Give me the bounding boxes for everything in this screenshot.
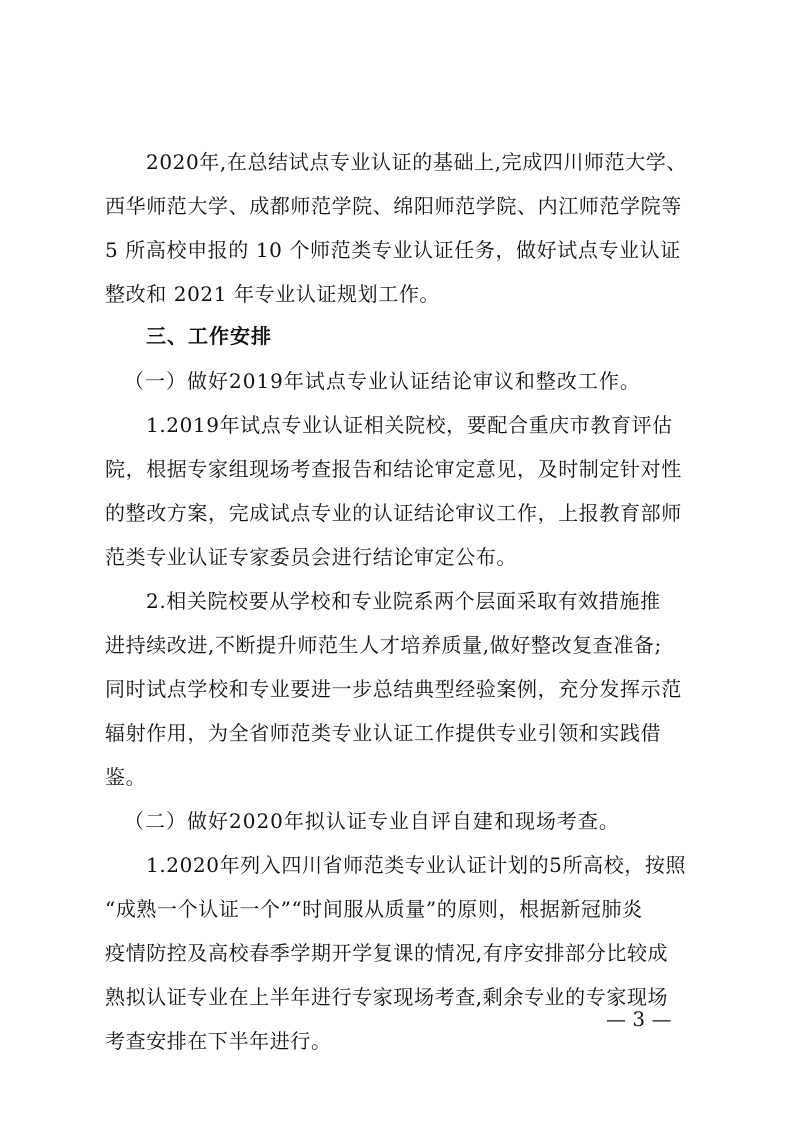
paragraph-line: 进持续改进,不断提升师范生人才培养质量,做好整改复查准备;	[105, 633, 662, 657]
page-number: — 3 —	[606, 1007, 672, 1031]
paragraph-line: 的整改方案，完成试点专业的认证结论审议工作，上报教育部师	[105, 501, 682, 525]
paragraph-line: 熟拟认证专业在上半年进行专家现场考查,剩余专业的专家现场	[105, 985, 669, 1009]
paragraph-line: 辐射作用，为全省师范类专业认证工作提供专业引领和实践借	[105, 721, 662, 745]
paragraph-line: 同时试点学校和专业要进一步总结典型经验案例，充分发挥示范	[105, 677, 682, 701]
paragraph-line: “成熟一个认证一个”“时间服从质量”的原则，根据新冠肺炎	[105, 897, 643, 921]
section-heading: 三、工作安排	[146, 324, 272, 348]
paragraph-line: 2020年,在总结试点专业认证的基础上,完成四川师范大学、	[146, 150, 688, 174]
paragraph-line: 鉴。	[105, 765, 147, 789]
subsection-heading: （二）做好2020年拟认证专业自评自建和现场考查。	[124, 809, 620, 833]
paragraph-line: 疫情防控及高校春季学期开学复课的情况,有序安排部分比较成	[105, 941, 669, 965]
subsection-heading: （一）做好2019年试点专业认证结论审议和整改工作。	[124, 369, 641, 393]
paragraph-line: 5 所高校申报的 10 个师范类专业认证任务，做好试点专业认证	[105, 238, 681, 262]
paragraph-line: 2.相关院校要从学校和专业院系两个层面采取有效措施推	[146, 589, 661, 613]
paragraph-line: 1.2020年列入四川省师范类专业认证计划的5所高校，按照	[146, 853, 687, 877]
paragraph-line: 范类专业认证专家委员会进行结论审定公布。	[105, 545, 517, 569]
paragraph-line: 西华师范大学、成都师范学院、绵阳师范学院、内江师范学院等	[105, 194, 682, 218]
paragraph-line: 1.2019年试点专业认证相关院校，要配合重庆市教育评估	[146, 413, 673, 437]
paragraph-line: 考查安排在下半年进行。	[105, 1029, 332, 1053]
paragraph-line: 院，根据专家组现场考查报告和结论审定意见，及时制定针对性	[105, 457, 682, 481]
paragraph-line: 整改和 2021 年专业认证规划工作。	[105, 282, 441, 306]
